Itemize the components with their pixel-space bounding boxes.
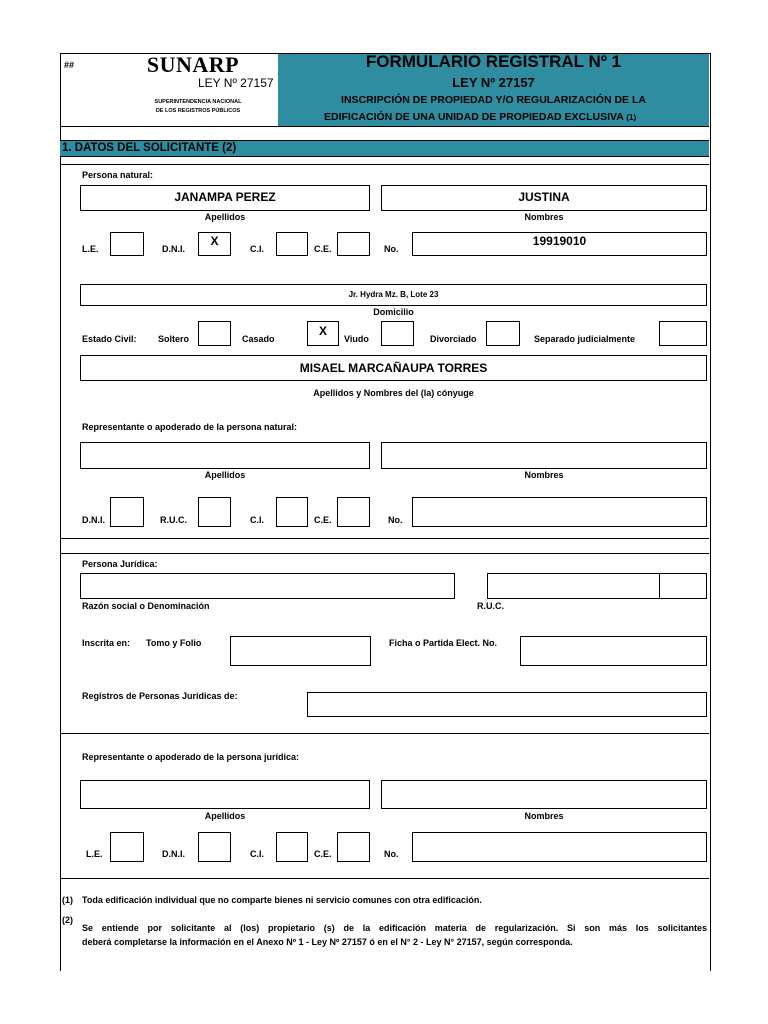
rep-juridica-nombres-label: Nombres xyxy=(524,811,564,821)
form-title: FORMULARIO REGISTRAL Nº 1 xyxy=(365,52,622,71)
rep-natural-dni-label: D.N.I. xyxy=(82,515,106,525)
note-1-mark: (1) xyxy=(62,895,73,905)
rep-natural-ce-checkbox[interactable] xyxy=(337,497,370,527)
rep-juridica-ce-checkbox[interactable] xyxy=(337,832,370,862)
soltero-label: Soltero xyxy=(158,334,190,344)
rep-natural-number-field[interactable] xyxy=(412,497,707,527)
casado-mark: X xyxy=(318,324,327,338)
rep-juridica-nombres-field[interactable] xyxy=(381,780,707,809)
doc-le-label: L.E. xyxy=(82,244,99,254)
doc-number-value: 19919010 xyxy=(532,234,587,248)
rep-juridica-number-field[interactable] xyxy=(412,832,707,862)
conyuge-label: Apellidos y Nombres del (la) cónyuge xyxy=(313,388,474,398)
rep-natural-heading: Representante o apoderado de la persona natural: xyxy=(82,422,298,432)
rep-natural-ruc-checkbox[interactable] xyxy=(198,497,231,527)
domicilio-value: Jr. Hydra Mz. B, Lote 23 xyxy=(348,290,439,299)
section-1-header xyxy=(60,140,709,157)
rep-juridica-ce-label: C.E. xyxy=(314,849,332,859)
divider xyxy=(60,538,709,539)
domicilio-label: Domicilio xyxy=(373,307,414,317)
rep-juridica-ci-label: C.I. xyxy=(250,849,265,859)
rep-natural-ce-label: C.E. xyxy=(314,515,332,525)
note-2-mark: (2) xyxy=(62,915,73,925)
doc-le-checkbox[interactable] xyxy=(110,232,144,256)
doc-dni-label: D.N.I. xyxy=(162,244,186,254)
estado-civil-label: Estado Civil: xyxy=(82,334,137,344)
registros-field[interactable] xyxy=(307,692,707,717)
rep-juridica-apellidos-label: Apellidos xyxy=(204,811,246,821)
divider xyxy=(60,164,709,165)
soltero-checkbox[interactable] xyxy=(198,321,231,346)
rep-juridica-dni-checkbox[interactable] xyxy=(198,832,231,862)
form-desc-2: EDIFICACIÓN DE UNA UNIDAD DE PROPIEDAD EXCLUSIVA (1) xyxy=(324,111,637,123)
rep-natural-ci-label: C.I. xyxy=(250,515,265,525)
ficha-field[interactable] xyxy=(520,636,707,666)
viudo-checkbox[interactable] xyxy=(381,321,414,346)
rep-juridica-le-checkbox[interactable] xyxy=(110,832,144,862)
rep-juridica-no-label: No. xyxy=(384,849,399,859)
registros-label: Registros de Personas Jurídicas de: xyxy=(82,691,238,701)
doc-dni-mark: X xyxy=(210,234,219,248)
ruc-field-divider xyxy=(659,573,660,599)
rep-natural-apellidos-field[interactable] xyxy=(80,442,370,469)
nombres-label: Nombres xyxy=(524,212,564,222)
brand-sub-1: SUPERINTENDENCIA NACIONAL xyxy=(154,99,242,105)
sunarp-logo-text: SUNARP xyxy=(146,52,240,77)
razon-social-field[interactable] xyxy=(80,573,455,599)
divorciado-label: Divorciado xyxy=(430,334,477,344)
apellidos-value: JANAMPA PEREZ xyxy=(174,190,276,204)
doc-ce-label: C.E. xyxy=(314,244,332,254)
form-law: LEY Nº 27157 xyxy=(452,75,535,90)
note-2-text-line-1: Se entiende por solicitante al (los) propietario (s) de la edificación materia de regularización. Si son más los solicitantes xyxy=(82,923,707,933)
persona-juridica-heading: Persona Jurídica: xyxy=(82,559,158,569)
divider xyxy=(60,878,709,879)
tomo-folio-field[interactable] xyxy=(230,636,371,666)
persona-natural-heading: Persona natural: xyxy=(82,170,154,180)
rep-natural-no-label: No. xyxy=(388,515,403,525)
casado-label: Casado xyxy=(242,334,275,344)
rep-juridica-heading: Representante o apoderado de la persona jurídica: xyxy=(82,752,300,762)
rep-natural-nombres-label: Nombres xyxy=(524,470,564,480)
form-desc-1: INSCRIPCIÓN DE PROPIEDAD Y/O REGULARIZACIÓN DE LA xyxy=(341,94,646,106)
ruc-field[interactable] xyxy=(487,573,707,599)
hash-mark: ## xyxy=(64,60,75,70)
rep-natural-apellidos-label: Apellidos xyxy=(204,470,246,480)
razon-social-label: Razón social o Denominación xyxy=(82,601,210,611)
apellidos-label: Apellidos xyxy=(204,212,246,222)
separado-label: Separado judicialmente xyxy=(534,334,636,344)
rep-natural-dni-checkbox[interactable] xyxy=(110,497,144,527)
brand-sub-2: DE LOS REGISTROS PÚBLICOS xyxy=(155,108,241,114)
viudo-label: Viudo xyxy=(344,334,369,344)
divorciado-checkbox[interactable] xyxy=(486,321,520,346)
doc-no-label: No. xyxy=(384,244,399,254)
rep-natural-ruc-label: R.U.C. xyxy=(160,515,187,525)
note-2-text-line-2: deberá completarse la información en el Anexo Nº 1 - Ley Nº 27157 ó en el N° 2 - Ley N° 27157, según corresponda. xyxy=(82,937,573,947)
doc-ci-label: C.I. xyxy=(250,244,265,254)
conyuge-value: MISAEL MARCAÑAUPA TORRES xyxy=(299,361,488,375)
rep-juridica-ci-checkbox[interactable] xyxy=(276,832,308,862)
ficha-label: Ficha o Partida Elect. No. xyxy=(389,638,498,648)
rep-juridica-le-label: L.E. xyxy=(86,849,103,859)
brand-law: LEY Nº 27157 xyxy=(198,76,274,90)
doc-ci-checkbox[interactable] xyxy=(276,232,308,256)
rep-natural-nombres-field[interactable] xyxy=(381,442,707,469)
nombres-value: JUSTINA xyxy=(518,190,570,204)
rep-juridica-dni-label: D.N.I. xyxy=(162,849,186,859)
rep-natural-ci-checkbox[interactable] xyxy=(276,497,308,527)
separado-checkbox[interactable] xyxy=(659,321,707,346)
tomo-folio-label: Tomo y Folio xyxy=(146,638,202,648)
divider xyxy=(60,733,709,734)
section-1-title: 1. DATOS DEL SOLICITANTE (2) xyxy=(62,142,237,154)
doc-ce-checkbox[interactable] xyxy=(337,232,370,256)
inscrita-label: Inscrita en: xyxy=(82,638,131,648)
divider xyxy=(60,126,709,127)
divider xyxy=(60,553,709,554)
rep-juridica-apellidos-field[interactable] xyxy=(80,780,370,809)
ruc-label: R.U.C. xyxy=(477,601,504,611)
note-1-text: Toda edificación individual que no comparte bienes ni servicio comunes con otra edificación. xyxy=(82,895,482,905)
